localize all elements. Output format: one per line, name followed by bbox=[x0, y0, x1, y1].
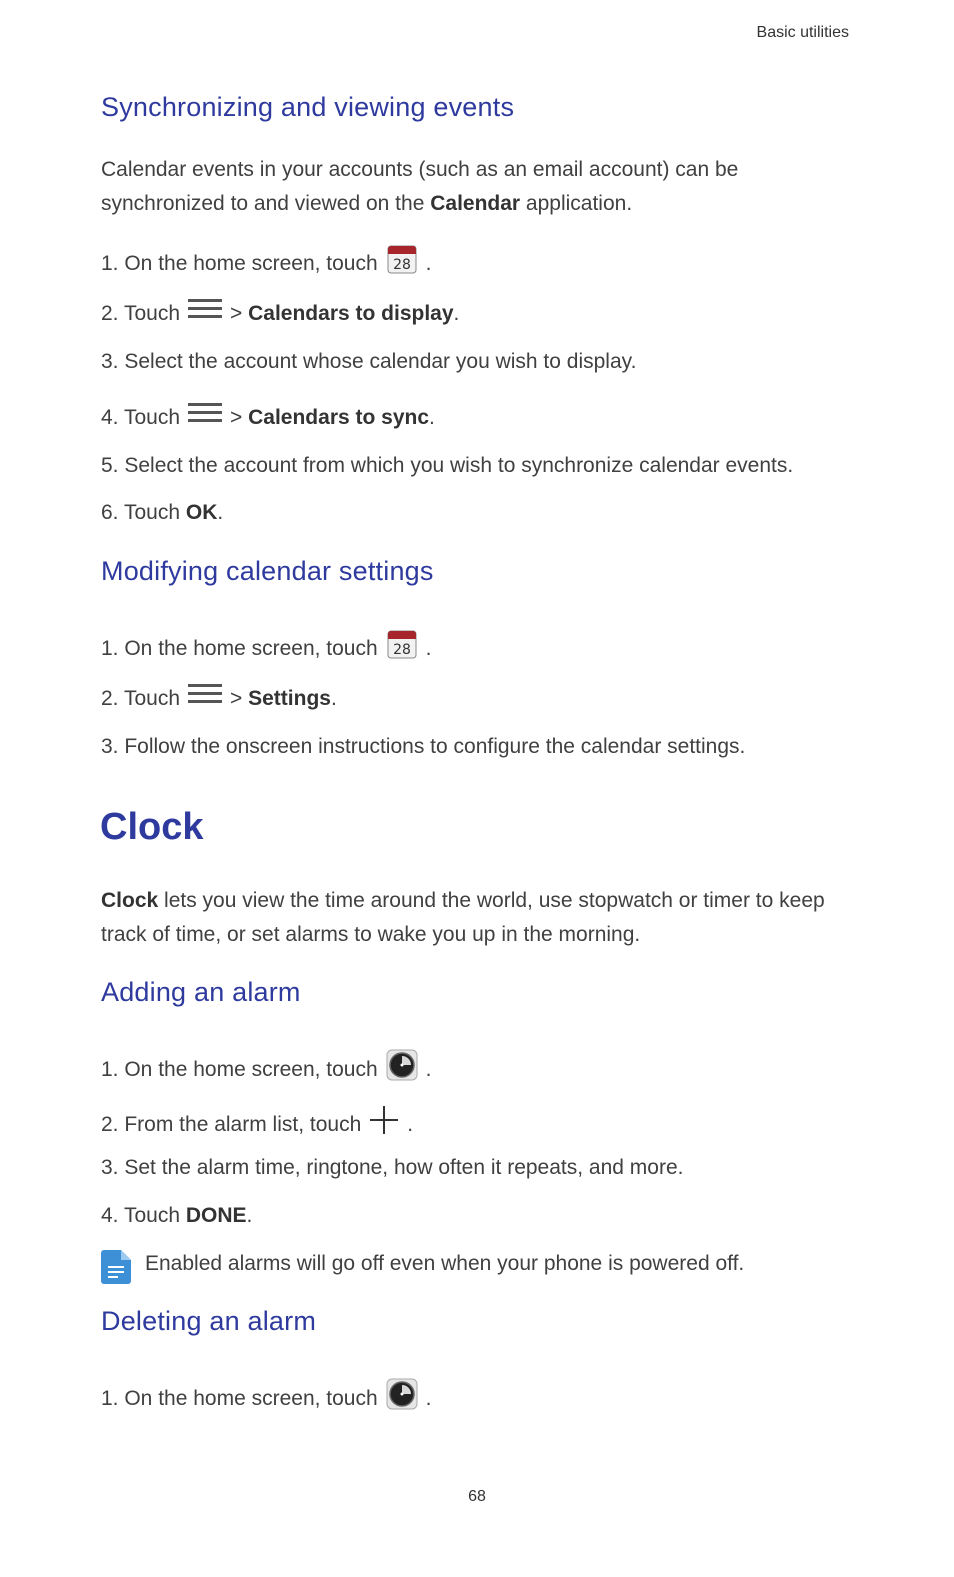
step-text: 2. From the alarm list, touch bbox=[101, 1112, 362, 1136]
menu-icon bbox=[188, 402, 222, 433]
sync-step-3: 3. Select the account whose calendar you wish to display. bbox=[101, 350, 637, 373]
menu-option-calendars-to-sync: Calendars to sync bbox=[248, 405, 430, 429]
running-header: Basic utilities bbox=[756, 24, 849, 41]
step-period: . bbox=[425, 1386, 432, 1410]
step-text: 4. Touch bbox=[101, 405, 181, 429]
step-period: . bbox=[217, 501, 224, 524]
sync-intro-text-b: application. bbox=[520, 192, 633, 215]
add-alarm-step-4 bbox=[101, 1201, 252, 1231]
chapter-title-clock: Clock bbox=[100, 806, 204, 848]
button-done: DONE bbox=[185, 1204, 247, 1227]
step-text: 2. Touch bbox=[101, 301, 181, 325]
section-title-sync: Synchronizing and viewing events bbox=[101, 92, 515, 122]
sync-intro-app-name: Calendar bbox=[430, 192, 521, 215]
clock-intro-text: lets you view the time around the world, use stopwatch or timer to keep track of time, or set alarms to wake you up in the morning. bbox=[101, 889, 825, 946]
calendar-icon bbox=[386, 243, 418, 284]
modify-step-1 bbox=[101, 628, 432, 669]
menu-icon bbox=[188, 683, 222, 714]
add-icon bbox=[369, 1105, 399, 1144]
add-alarm-step-1 bbox=[101, 1049, 432, 1090]
sync-step-1 bbox=[101, 243, 432, 284]
clock-icon bbox=[386, 1378, 418, 1419]
arrow: > bbox=[230, 301, 243, 325]
clock-intro-app-name: Clock bbox=[101, 889, 159, 912]
step-period: . bbox=[453, 301, 460, 325]
sync-intro bbox=[101, 153, 851, 221]
step-text: 6. Touch bbox=[101, 501, 181, 524]
step-text: 1. On the home screen, touch bbox=[101, 1386, 378, 1410]
step-text: 4. Touch bbox=[101, 1204, 181, 1227]
clock-icon bbox=[386, 1049, 418, 1090]
sync-step-4 bbox=[101, 402, 435, 433]
sync-intro-text-a: Calendar events in your accounts (such as an email account) can be synchronized to and viewed on the bbox=[101, 158, 739, 215]
menu-icon bbox=[188, 298, 222, 329]
step-period: . bbox=[246, 1204, 253, 1227]
step-text: 1. On the home screen, touch bbox=[101, 636, 378, 660]
calendar-day: 28 bbox=[392, 257, 411, 273]
clock-intro bbox=[101, 884, 851, 952]
step-period: . bbox=[425, 1057, 432, 1081]
calendar-day: 28 bbox=[392, 642, 411, 658]
step-period: . bbox=[407, 1112, 414, 1136]
step-period: . bbox=[330, 686, 337, 710]
step-period: . bbox=[425, 636, 432, 660]
step-period: . bbox=[429, 405, 435, 429]
section-title-delete-alarm: Deleting an alarm bbox=[101, 1306, 317, 1336]
note-icon bbox=[101, 1250, 131, 1289]
menu-option-settings: Settings bbox=[248, 686, 331, 710]
delete-alarm-step-1 bbox=[101, 1378, 432, 1419]
sync-step-6 bbox=[101, 498, 223, 528]
page-number: 68 bbox=[468, 1488, 486, 1505]
note-text: Enabled alarms will go off even when your phone is powered off. bbox=[145, 1252, 745, 1275]
button-ok: OK bbox=[185, 501, 218, 524]
step-period: . bbox=[425, 251, 432, 275]
step-text: 1. On the home screen, touch bbox=[101, 251, 378, 275]
modify-step-3: 3. Follow the onscreen instructions to configure the calendar settings. bbox=[101, 735, 746, 758]
arrow: > bbox=[230, 405, 243, 429]
step-text: 2. Touch bbox=[101, 686, 181, 710]
sync-step-2 bbox=[101, 298, 459, 329]
add-alarm-step-2 bbox=[101, 1105, 413, 1144]
step-text: 1. On the home screen, touch bbox=[101, 1057, 378, 1081]
section-title-add-alarm: Adding an alarm bbox=[101, 977, 301, 1007]
section-title-modify: Modifying calendar settings bbox=[101, 556, 434, 586]
calendar-icon bbox=[386, 628, 418, 669]
arrow: > bbox=[230, 686, 243, 710]
modify-step-2 bbox=[101, 683, 337, 714]
menu-option-calendars-to-display: Calendars to display bbox=[248, 301, 454, 325]
add-alarm-step-3: 3. Set the alarm time, ringtone, how often it repeats, and more. bbox=[101, 1156, 684, 1179]
sync-step-5: 5. Select the account from which you wish to synchronize calendar events. bbox=[101, 454, 794, 477]
